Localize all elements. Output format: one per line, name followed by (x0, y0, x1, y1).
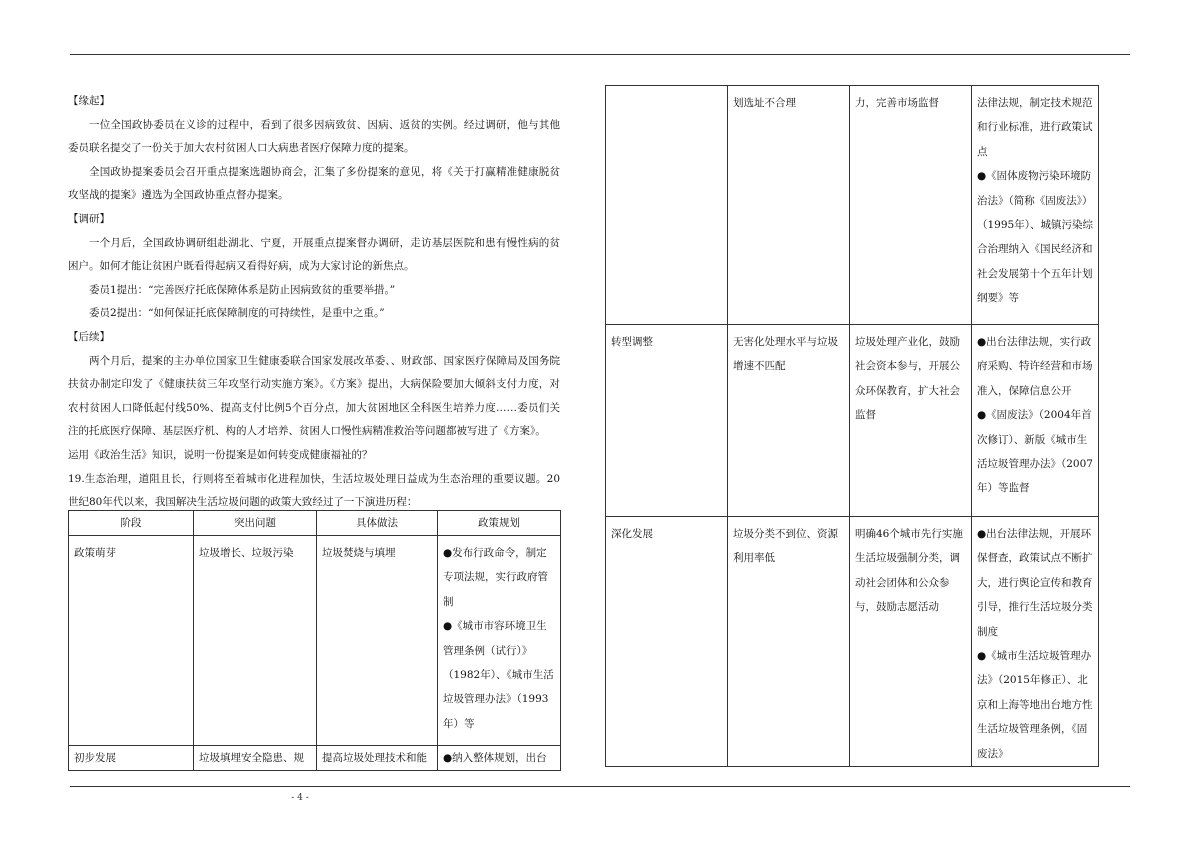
table-row (606, 517, 1099, 767)
table-row (606, 86, 1099, 325)
cell-practice: 垃圾处理产业化，鼓励社会资本参与，开展公众环保教育，扩大社会监督 (850, 325, 972, 517)
table-row (606, 325, 1099, 517)
top-rule (70, 54, 1130, 55)
table-header-row (69, 511, 561, 536)
cell-stage: 政策萌芽 (69, 536, 194, 746)
cell-practice: 力，完善市场监督 (850, 86, 972, 325)
table-row (69, 536, 561, 746)
cell-practice: 提高垃圾处理技术和能 (317, 746, 438, 771)
policy-item: ●《城市市容环境卫生管理条例（试行）》（1982年）、《城市生活垃圾管理办法》（1993年）等 (443, 620, 554, 730)
section-heading: 【调研】 (68, 212, 110, 225)
paragraph: 委员2提出：“如何保证托底保障制度的可持续性，是重中之重。” (89, 307, 385, 320)
cell-problem: 垃圾分类不到位、资源利用率低 (728, 517, 850, 767)
policy-item: ●《固体废物污染环境防治法》（简称《固废法》）（1995年）、城镇污染综合治理纳入《国民经济和社会发展第十个五年计划纲要》等 (977, 170, 1093, 305)
cell-practice: 垃圾焚烧与填埋 (317, 536, 438, 746)
cell-stage: 转型调整 (606, 325, 728, 517)
header-stage: 阶段 (69, 511, 194, 536)
policy-item: ●出台法律法规，实行政府采购、特许经营和市场准入，保障信息公开 (977, 336, 1093, 397)
policy-table-right (605, 85, 1099, 767)
cell-policy (972, 517, 1099, 767)
section-heading: 【缘起】 (68, 95, 110, 107)
header-problem: 突出问题 (194, 511, 317, 536)
policy-item: ●《固废法》（2004年首次修订）、新版《城市生活垃圾管理办法》（2007年）等监督 (977, 409, 1093, 495)
cell-policy (972, 86, 1099, 325)
policy-item: ●《城市生活垃圾管理办法》（2015年修正）、北京和上海等地出台地方性生活垃圾管理条例，《固废法》 (977, 650, 1093, 760)
paragraph: 委员1提出：“完善医疗托底保障体系是防止因病致贫的重要举措。” (89, 283, 396, 296)
cell-stage (606, 86, 728, 325)
section-heading: 【后续】 (68, 330, 110, 343)
cell-policy (438, 536, 561, 746)
paragraph: 全国政协提案委员会召开重点提案选题协商会，汇集了多份提案的意见，将《关于打赢精准健康脱贫攻坚战的提案》遴选为全国政协重点督办提案。 (68, 165, 560, 202)
cell-policy: ●纳入整体规划，出台 (438, 746, 561, 771)
paragraph: 两个月后，提案的主办单位国家卫生健康委联合国家发展改革委、、财政部、国家医疗保障局及国务院扶贫办制定印发了《健康扶贫三年攻坚行动实施方案》。《方案》提出，大病保险要加大倾斜支付力度，对农村贫困人口降低起付线50%、提高支付比例5个百分点，加大贫困地区全科医生培养力度……委员们关注的托底医疗保障、基层医疗机、构的人才培养、贫困人口慢性病精准救治等问题都被写进了《方案》。 (68, 354, 560, 438)
paragraph: 一个月后，全国政协调研组赴湖北、宁夏，开展重点提案督办调研，走访基层医院和患有慢性病的贫困户。如何才能让贫困户既看得起病又看得好病，成为大家讨论的新焦点。 (68, 236, 560, 273)
left-column (68, 90, 560, 515)
page-number: - 4 - (291, 793, 309, 803)
policy-item: ●发布行政命令，制定专项法规，实行政府管制 (443, 547, 548, 608)
header-policy: 政策规划 (438, 511, 561, 536)
cell-problem: 垃圾增长、垃圾污染 (194, 536, 317, 746)
question-19-intro: 19.生态治理，道阻且长，行则将至着城市化进程加快，生活垃圾处理日益成为生态治理的重要议题。20世纪80年代以来，我国解决生活垃圾问题的政策大致经过了一下演进历程： (68, 472, 560, 509)
cell-policy (972, 325, 1099, 517)
cell-problem: 划选址不合理 (728, 86, 850, 325)
cell-practice: 明确46个城市先行实施生活垃圾强制分类，调动社会团体和公众参与，鼓励志愿活动 (850, 517, 972, 767)
paragraph: 一位全国政协委员在义诊的过程中，看到了很多因病致贫、因病、返贫的实例。经过调研，他与其他委员联名提交了一份关于加大农村贫困人口大病患者医疗保障力度的提案。 (68, 118, 560, 155)
cell-problem: 垃圾填埋安全隐患、规 (194, 746, 317, 771)
question-line: 运用《政治生活》知识，说明一份提案是如何转变成健康福祉的？ (68, 448, 373, 461)
policy-item: ●出台法律法规，开展环保督查，政策试点不断扩大，进行舆论宣传和教育引导，推行生活垃圾分类制度 (977, 528, 1093, 638)
header-practice: 具体做法 (317, 511, 438, 536)
policy-item: 法律法规，制定技术规范和行业标准，进行政策试点 (977, 97, 1093, 158)
policy-table-left (68, 510, 561, 771)
cell-stage: 初步发展 (69, 746, 194, 771)
cell-problem: 无害化处理水平与垃圾增速不匹配 (728, 325, 850, 517)
cell-stage: 深化发展 (606, 517, 728, 767)
bottom-rule (70, 786, 1130, 787)
table-row (69, 746, 561, 771)
